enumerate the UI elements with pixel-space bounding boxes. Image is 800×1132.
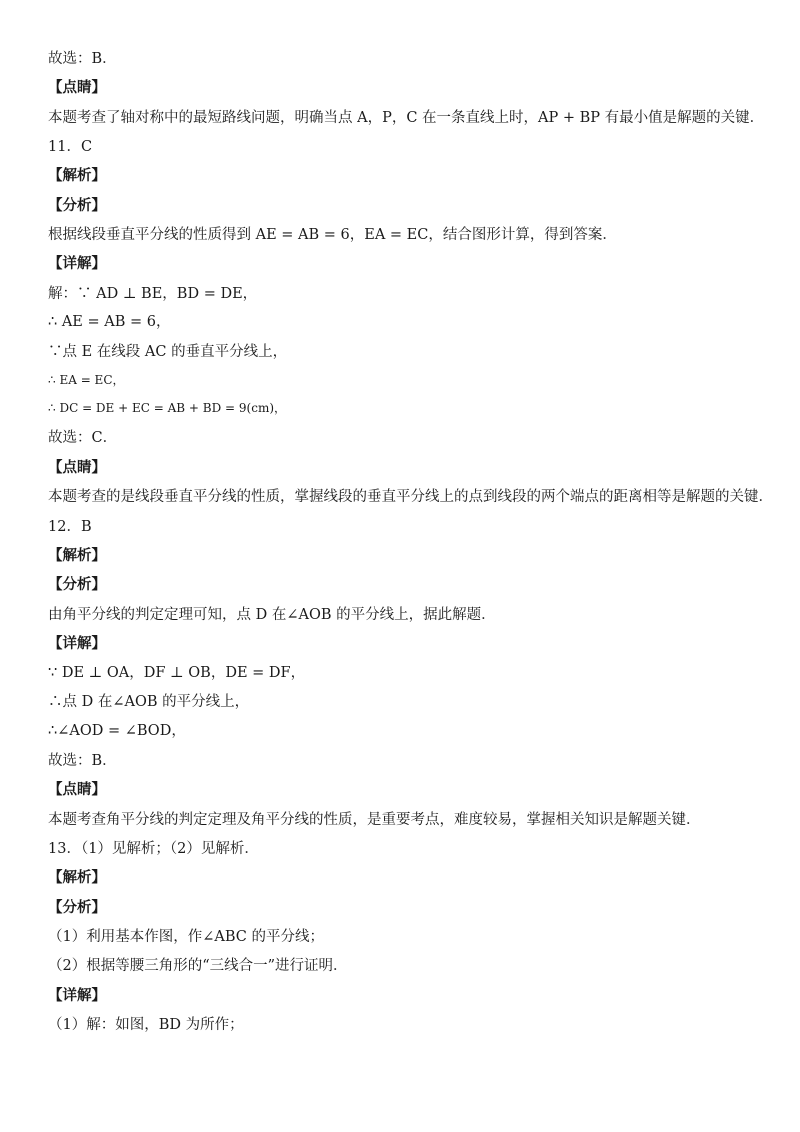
- text-line: 根据线段垂直平分线的性质得到 AE = AB = 6，EA = EC，结合图形计算，得到答案．: [48, 227, 617, 243]
- question-number: 13．（1）见解析；（2）见解析．: [48, 841, 259, 857]
- section-heading: 【点睛】: [48, 79, 106, 96]
- section-heading: 【点睛】: [48, 459, 106, 476]
- math-line: 解：∵ AD ⊥ BE，BD = DE，: [48, 286, 258, 302]
- text-line: （1）解：如图，BD 为所作；: [48, 1017, 244, 1033]
- text-line: （2）根据等腰三角形的“三线合一”进行证明．: [48, 958, 348, 974]
- question-number: 12．B: [48, 519, 92, 535]
- section-heading: 【点睛】: [48, 781, 106, 798]
- section-heading: 【解析】: [48, 869, 106, 886]
- math-line: ∴ EA = EC，: [48, 373, 125, 387]
- section-heading: 【解析】: [48, 547, 106, 564]
- text-line: 本题考查角平分线的判定定理及角平分线的性质，是重要考点，难度较易，掌握相关知识是解题关键．: [48, 812, 701, 828]
- math-line: ∴点 D 在∠AOB 的平分线上，: [48, 694, 250, 710]
- section-heading: 【分析】: [48, 197, 106, 214]
- text-line: 故选：B．: [48, 51, 117, 67]
- text-line: （1）利用基本作图，作∠ABC 的平分线；: [48, 929, 324, 945]
- math-line: ∴ DC = DE + EC = AB + BD = 9(cm)，: [48, 401, 287, 415]
- section-heading: 【分析】: [48, 576, 106, 593]
- section-heading: 【详解】: [48, 987, 106, 1004]
- text-line: 故选：B．: [48, 753, 117, 769]
- math-line: ∴ AE = AB = 6，: [48, 314, 171, 330]
- section-heading: 【详解】: [48, 635, 106, 652]
- question-number: 11．C: [48, 139, 93, 155]
- text-line: 故选：C．: [48, 430, 118, 446]
- section-heading: 【解析】: [48, 167, 106, 184]
- section-heading: 【分析】: [48, 899, 106, 916]
- math-line: ∵点 E 在线段 AC 的垂直平分线上，: [48, 344, 288, 360]
- section-heading: 【详解】: [48, 255, 106, 272]
- text-line: 本题考查了轴对称中的最短路线问题，明确当点 A，P，C 在一条直线上时，AP + BP 有最小值是解题的关键．: [48, 110, 765, 126]
- text-line: 由角平分线的判定定理可知，点 D 在∠AOB 的平分线上，据此解题．: [48, 607, 496, 623]
- math-line: ∵ DE ⊥ OA，DF ⊥ OB，DE = DF，: [48, 665, 306, 681]
- text-line: 本题考查的是线段垂直平分线的性质，掌握线段的垂直平分线上的点到线段的两个端点的距离相等是解题的关键．: [48, 489, 773, 505]
- math-line: ∴∠AOD = ∠BOD，: [48, 723, 186, 739]
